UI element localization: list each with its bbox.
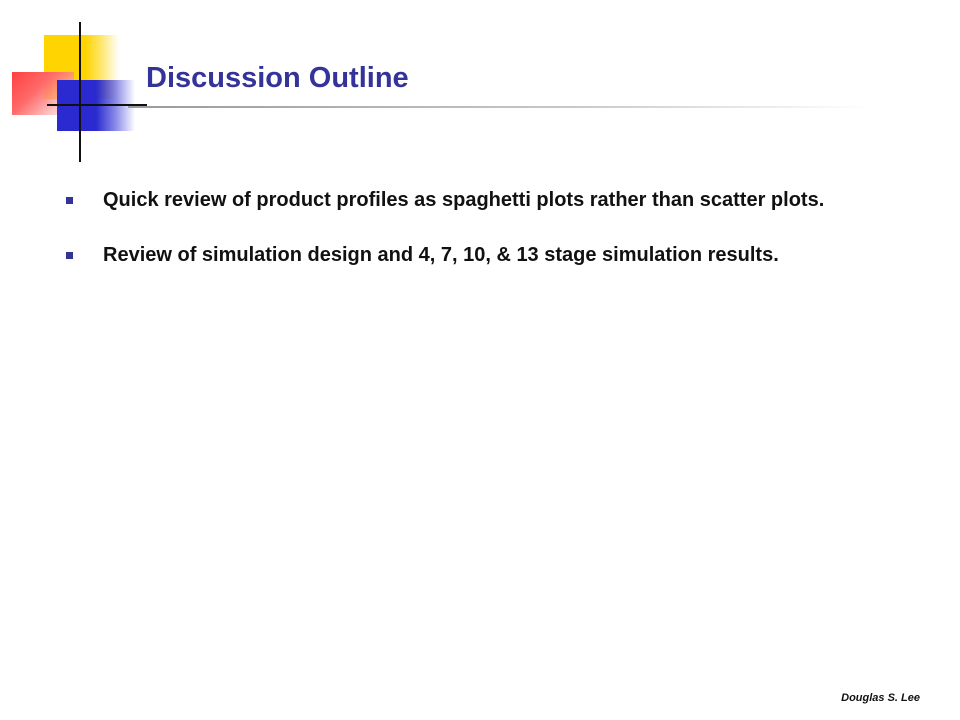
bullet-item (66, 241, 906, 269)
bullet-list (66, 186, 906, 296)
slide-title: Discussion Outline (146, 62, 409, 94)
bullet-text: Review of simulation design and 4, 7, 10, & 13 stage simulation results. (103, 244, 779, 266)
square-bullet-icon (66, 197, 73, 204)
decorative-logo (0, 0, 160, 170)
title-underline (128, 106, 870, 108)
bullet-text: Quick review of product profiles as spaghetti plots rather than scatter plots. (103, 189, 825, 211)
bullet-item (66, 186, 906, 214)
footer-author: Douglas S. Lee (841, 692, 920, 704)
logo-vertical-line (79, 22, 81, 162)
square-bullet-icon (66, 252, 73, 259)
